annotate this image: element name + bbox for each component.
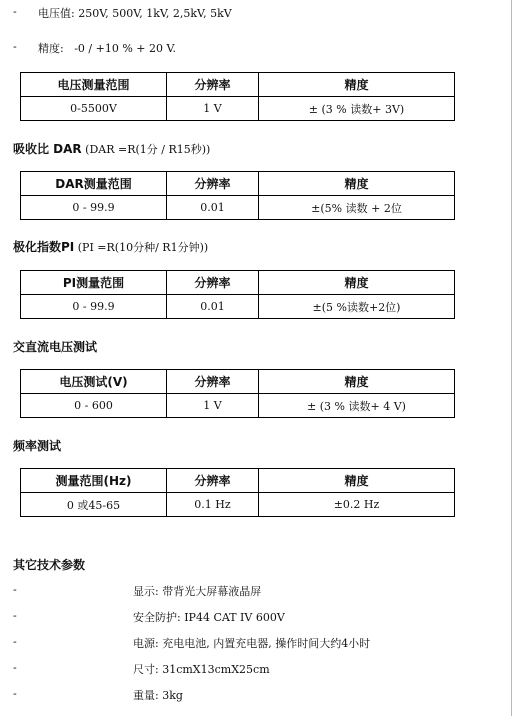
table-header-cell: DAR测量范围 (21, 172, 167, 196)
table-header-cell: 精度 (259, 271, 455, 295)
frequency-title: 频率测试 (13, 439, 62, 453)
table-cell: 1 V (167, 394, 259, 418)
list-item (13, 583, 493, 599)
pi-table (20, 270, 455, 319)
table-header-cell: 精度 (259, 469, 455, 493)
table-cell: 0.01 (167, 295, 259, 319)
table-header-cell: 分辨率 (167, 271, 259, 295)
frequency-heading (13, 437, 61, 454)
accuracy-line: 精度: -0 / +10 % + 20 V. (38, 42, 176, 55)
bullet-dash: - (13, 5, 17, 18)
table-cell: 0 或45-65 (21, 493, 167, 517)
bullet-dash: - (13, 661, 17, 674)
dar-heading (13, 140, 210, 157)
bullet-dash: - (13, 635, 17, 648)
power-spec: 电源: 充电电池, 内置充电器, 操作时间大约4小时 (133, 637, 371, 650)
pi-title: 极化指数PI (13, 240, 75, 254)
table-cell: 0.01 (167, 196, 259, 220)
table-header-row (21, 370, 455, 394)
table-header-row (21, 73, 455, 97)
table-cell: ±(5% 读数 + 2位 (259, 196, 455, 220)
pi-heading (13, 238, 208, 255)
table-header-row (21, 469, 455, 493)
table-header-cell: 测量范围(Hz) (21, 469, 167, 493)
table-cell: ± (3 % 读数+ 3V) (259, 97, 455, 121)
weight-spec: 重量: 3kg (133, 689, 183, 702)
list-item (13, 609, 493, 625)
list-item (13, 661, 493, 677)
table-header-cell: 电压测试(V) (21, 370, 167, 394)
table-cell: ± (3 % 读数+ 4 V) (259, 394, 455, 418)
bullet-dash: - (13, 40, 17, 53)
table-cell: 0 - 99.9 (21, 295, 167, 319)
acdc-title: 交直流电压测试 (13, 340, 98, 354)
table-row (21, 196, 455, 220)
table-cell: 0 - 600 (21, 394, 167, 418)
other-specs-title: 其它技术参数 (13, 558, 86, 572)
right-border (511, 0, 512, 716)
table-row (21, 394, 455, 418)
table-row (21, 493, 455, 517)
size-spec: 尺寸: 31cmX13cmX25cm (133, 663, 270, 676)
bullet-dash: - (13, 687, 17, 700)
acdc-voltage-table (20, 369, 455, 418)
table-cell: 0 - 99.9 (21, 196, 167, 220)
table-header-cell: 精度 (259, 73, 455, 97)
table-cell: ±(5 %读数+2位) (259, 295, 455, 319)
table-cell: 0-5500V (21, 97, 167, 121)
table-cell: 1 V (167, 97, 259, 121)
table-row (21, 97, 455, 121)
display-spec: 显示: 带背光大屏幕液晶屏 (133, 585, 262, 598)
table-header-cell: 电压测量范围 (21, 73, 167, 97)
table-header-cell: 分辨率 (167, 172, 259, 196)
table-header-cell: 分辨率 (167, 73, 259, 97)
acdc-heading (13, 338, 97, 355)
table-header-row (21, 271, 455, 295)
list-item (13, 635, 493, 651)
table-header-cell: 精度 (259, 370, 455, 394)
table-header-cell: 分辨率 (167, 370, 259, 394)
table-header-cell: PI测量范围 (21, 271, 167, 295)
safety-spec: 安全防护: IP44 CAT IV 600V (133, 611, 285, 624)
voltage-values-line: 电压值: 250V, 500V, 1kV, 2,5kV, 5kV (38, 7, 232, 20)
bullet-dash: - (13, 609, 17, 622)
voltage-measure-table (20, 72, 455, 121)
table-cell: ±0.2 Hz (259, 493, 455, 517)
dar-title: 吸收比 DAR (13, 142, 82, 156)
pi-formula: (PI =R(10分种/ R1分钟)) (74, 241, 209, 254)
table-cell: 0.1 Hz (167, 493, 259, 517)
bullet-dash: - (13, 583, 17, 596)
dar-table (20, 171, 455, 220)
table-header-cell: 精度 (259, 172, 455, 196)
frequency-table (20, 468, 455, 517)
table-header-row (21, 172, 455, 196)
table-row (21, 295, 455, 319)
table-header-cell: 分辨率 (167, 469, 259, 493)
list-item (13, 687, 493, 703)
dar-formula: (DAR =R(1分 / R15秒)) (81, 143, 211, 156)
